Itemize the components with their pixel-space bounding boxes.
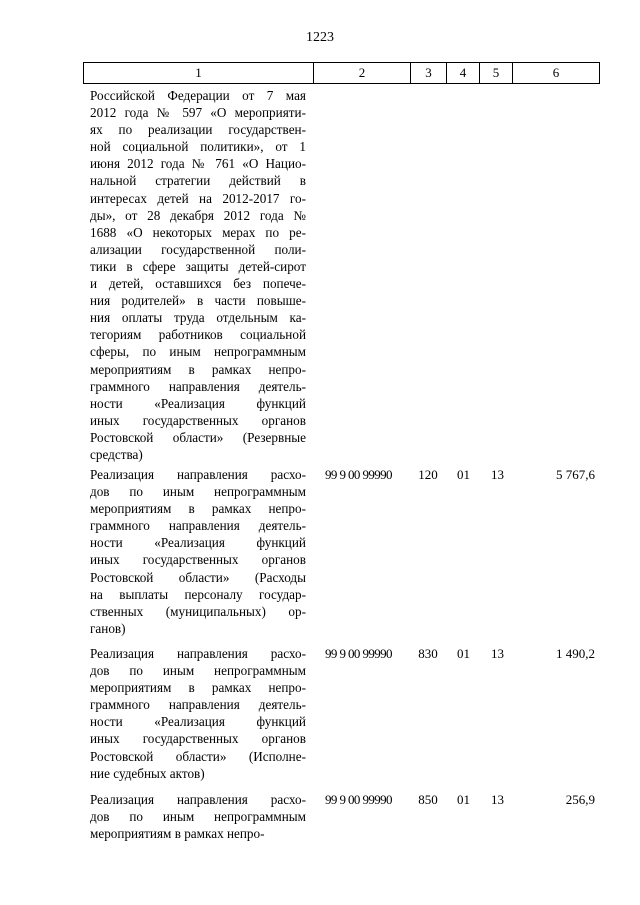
description-line: 1688 «О некоторых мерах по ре- (90, 224, 306, 240)
description-line: ганов) (90, 620, 126, 636)
header-col-5: 5 (479, 62, 513, 84)
target-code: 99 9 00 99990 (325, 467, 392, 482)
description-line: мероприятиям в рамках непро- (90, 361, 306, 377)
description-line: нальной стратегии действий в (90, 173, 306, 189)
description-line: ственных (муниципальных) ор- (90, 603, 306, 619)
description-line: Российской Федерации от 7 мая (90, 88, 306, 103)
description-line: ной социальной политики», от 1 (90, 139, 306, 155)
description-line: сферы, по иным непрограммным (90, 344, 306, 360)
expense-type: 850 (418, 792, 438, 807)
row-description (90, 791, 306, 842)
description-line: ды», от 28 декабря 2012 года № (90, 207, 306, 223)
description-line: тегориям работников социальной (90, 327, 306, 343)
header-col-3: 3 (410, 62, 447, 84)
expense-type: 830 (418, 646, 438, 661)
description-line: Реализация направления расхо- (90, 646, 306, 661)
description-line: Ростовской области» (Резервные (90, 429, 306, 445)
amount: 5 767,6 (556, 467, 595, 482)
description-line: Реализация направления расхо- (90, 467, 306, 482)
header-col-1: 1 (83, 62, 314, 84)
description-line: ности «Реализация функций (90, 395, 306, 411)
amount: 1 490,2 (556, 646, 595, 661)
description-line: на выплаты персоналу государ- (90, 586, 306, 602)
description-line: 2012 года № 597 «О мероприяти- (90, 105, 306, 121)
description-line: мероприятиям в рамках непро- (90, 501, 306, 517)
row-description (90, 87, 306, 463)
table-header (83, 62, 600, 84)
description-line: и детей, оставшихся без попече- (90, 276, 306, 292)
row-description (90, 645, 306, 782)
description-line: ния оплаты труда отдельным ка- (90, 310, 306, 326)
description-line: ние судебных актов) (90, 765, 205, 781)
description-line: мероприятиям в рамках непро- (90, 826, 265, 842)
subsection: 13 (491, 646, 504, 661)
description-line: граммного направления деятель- (90, 697, 306, 713)
description-line: иных государственных органов (90, 412, 306, 428)
description-line: Ростовской области» (Исполне- (90, 748, 306, 764)
section: 01 (457, 467, 470, 482)
description-line: Ростовской области» (Расходы (90, 569, 306, 585)
header-col-4: 4 (446, 62, 480, 84)
description-line: ях по реализации государствен- (90, 122, 306, 138)
description-line: граммного направления деятель- (90, 518, 306, 534)
description-line: иных государственных органов (90, 552, 306, 568)
description-line: июня 2012 года № 761 «О Нацио- (90, 156, 306, 172)
description-line: ния родителей» в части повыше- (90, 293, 306, 309)
section: 01 (457, 646, 470, 661)
description-line: ности «Реализация функций (90, 535, 306, 551)
description-line: дов по иным непрограммным (90, 663, 306, 679)
header-col-6: 6 (512, 62, 600, 84)
subsection: 13 (491, 467, 504, 482)
description-line: Реализация направления расхо- (90, 792, 306, 807)
expense-type: 120 (418, 467, 438, 482)
description-line: средства) (90, 446, 143, 462)
target-code: 99 9 00 99990 (325, 792, 392, 807)
page-number: 1223 (306, 30, 334, 45)
description-line: дов по иным непрограммным (90, 809, 306, 825)
description-line: тики в сфере защиты детей-сирот (90, 258, 306, 274)
description-line: граммного направления деятель- (90, 378, 306, 394)
header-col-2: 2 (313, 62, 411, 84)
section: 01 (457, 792, 470, 807)
subsection: 13 (491, 792, 504, 807)
description-line: мероприятиям в рамках непро- (90, 680, 306, 696)
description-line: интересах детей на 2012-2017 го- (90, 190, 306, 206)
description-line: иных государственных органов (90, 731, 306, 747)
description-line: дов по иным непрограммным (90, 484, 306, 500)
description-line: ности «Реализация функций (90, 714, 306, 730)
amount: 256,9 (565, 792, 595, 807)
row-description (90, 466, 306, 637)
target-code: 99 9 00 99990 (325, 646, 392, 661)
description-line: ализации государственной поли- (90, 241, 306, 257)
